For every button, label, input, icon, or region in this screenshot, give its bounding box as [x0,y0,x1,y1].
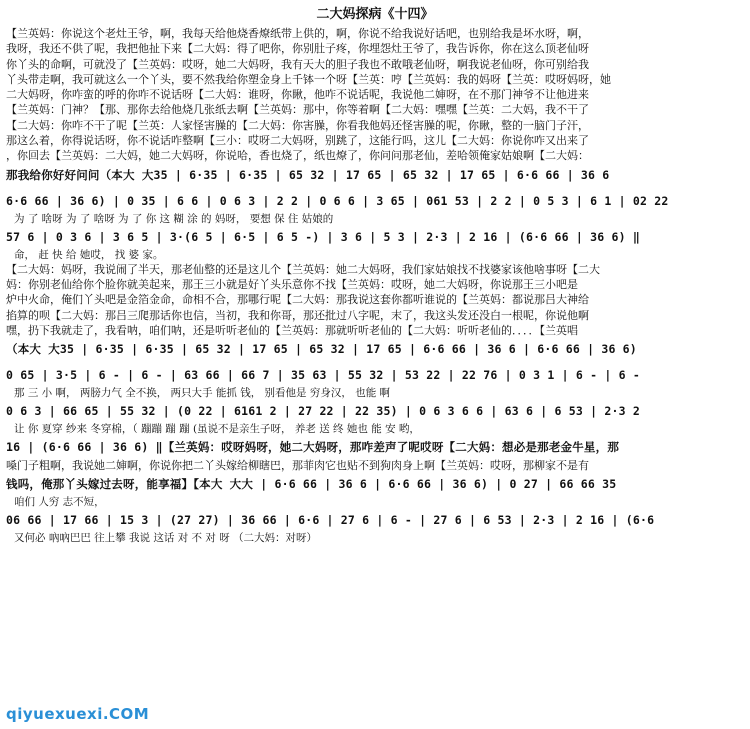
dialogue-line: 掐算的呗【二大妈：那吕三爬那话你也信，当初，我和你哥，那还批过八字呢，末了，我这头发还没白一根呢，你说他啊 [6,308,589,322]
dialogue-line: 【兰英妈：你说这个老灶王爷，啊，我每天给他烧香燎纸带上供的，啊，你说不给我说好话吧，也别给我是坏水呀，啊， [6,27,589,40]
dialogue-line: 你丫头的命啊，可就没了【兰英妈：哎呀，她二大妈呀，我有天大的胆子我也不敢哦老仙呀，啊我说老仙呀，你可别给我 [6,57,589,71]
lyric-line: 为 了 啥呀 为 了 啥呀 为 了 你 这 糊 涂 的 妈呀， 要想 保 住 姑娘的 [14,212,334,225]
dialogue-line: 嗓门子粗啊，我说她二婶啊，你说你把二丫头嫁给柳瞎巴，那菲肉它也贴不到狗肉身上啊【兰英妈：哎呀，那柳家不是有 [6,459,589,473]
notation-line: 钱吗，俺那丫头嫁过去呀，能享福】【本大 大大 | 6·6 66 | 36 6 | 6·6 66 | 36 6) | 0 27 | 66 66 35 [6,477,617,492]
notation-line: 16 | (6·6 66 | 36 6) ‖【兰英妈：哎呀妈呀，她二大妈呀，那咋差声了呢哎呀【二大妈：想必是那老金牛星，那 [6,440,620,455]
dialogue-line: ，你回去【兰英妈：二大妈，她二大妈呀，你说哈，香也烧了，纸也燎了，你问问那老仙，差哈领俺家姑娘啊【二大妈： [6,149,589,163]
lyric-line: 让 你 夏穿 纱来 冬穿棉，（ 蹦蹦 蹦 蹦 (虽说不是亲生子呀， 养老 送 终 她也 能 安 哟， [14,423,420,436]
dialogue-line: 【兰英妈：门神？【那、那你去给他烧几张纸去啊【兰英妈：那中，你等着啊【二大妈：嘿嘿【兰英：二大妈，我不干了 [6,103,589,117]
dialogue-line: 【二大妈：你咋不干了呢【兰英：人家怪害臊的【二大妈：你害臊，你看我他妈还怪害臊的呢，你瞅，整的一脑门子汗， [6,118,589,132]
dialogue-line: 妈：你别老仙给你个脸你就美起来，那王三小就是好丫头乐意你不找【兰英妈：哎呀，她二大妈呀，你说那王三小吧是 [6,277,578,291]
score-body [6,26,744,545]
dialogue-line: 那这么着，你得说话呀，你不说话咋整啊【三小：哎呀二大妈呀，别跳了，这能行吗，这儿【二大妈：你说你咋又出来了 [6,134,589,148]
notation-line: 6·6 66 | 36 6) | 0 35 | 6 6 | 0 6 3 | 2 2 | 0 6 6 | 3 65 | 061 53 | 2 2 | 0 5 3 | 6 1 | 02 22 [6,193,669,208]
notation-line: 0 65 | 3·5 | 6 - | 6 - | 63 66 | 66 7 | 35 63 | 55 32 | 53 22 | 22 76 | 0 3 1 | 6 - | 6 - [6,368,640,383]
dialogue-line: 嘿，扔下我就走了，我看呐，咱们呐，还是听听老仙的【兰英妈：那就听听老仙的【二大妈：听听老仙的．．．．【兰英唱 [6,323,578,337]
dialogue-line: 我呀，我还不供了呢，我把他扯下来【二大妈：得了吧你，你别肚子疼，你埋怨灶王爷了，我告诉你，你在这么顶老仙呀 [6,42,589,56]
notation-line: （本大 大35 | 6·35 | 6·35 | 65 32 | 17 65 | 65 32 | 17 65 | 6·6 66 | 36 6 | 6·6 66 | 36 6) [6,342,637,357]
lyric-line: 那 三 小 啊， 两膀力气 全不换， 两只大手 能抓 钱， 别看他是 穷身汉， 也能 啊 [14,387,391,400]
lyric-line: 咱们 人穷 志不短， [14,496,105,509]
lyric-line: 又何必 吶吶巴巴 往上攀 我说 这话 对 不 对 呀 （二大妈：对呀） [14,532,318,545]
notation-line: 57 6 | 0 3 6 | 3 6 5 | 3·(6 5 | 6·5 | 6 5 -) | 3 6 | 5 3 | 2·3 | 2 16 | (6·6 66 | 36 6) ‖ [6,229,640,244]
notation-line: 06 66 | 17 66 | 15 3 | (27 27) | 36 66 | 6·6 | 27 6 | 6 - | 27 6 | 6 53 | 2·3 | 2 16 | (6·6 [6,513,655,528]
dialogue-line: 炉中火命，俺们丫头吧是金箔金命，命相不合，那哪行呢【二大妈：那我说这套你都听谁说的【兰英妈：都说那吕大神给 [6,293,589,307]
dialogue-line: 丫头带走啊，我可就这么一个丫头，要不然我给你塑金身上千钵一个呀【兰英：哼【兰英妈：我的妈呀【兰英：哎呀妈呀，她 [6,72,611,86]
score-page [6,6,744,723]
dialogue-line: 【二大妈：妈呀，我说闹了半天，那老仙整的还是这儿个【兰英妈：她二大妈呀，我们家姑娘找不找婆家该他啥事呀【二大 [6,262,600,276]
site-watermark: qiyuexuexi.COM [6,705,150,723]
page-title: 二大妈探病《十四》 [316,7,434,22]
notation-line: 那我给你好好问问（本大 大35 | 6·35 | 6·35 | 65 32 | 17 65 | 65 32 | 17 65 | 6·6 66 | 36 6 [6,167,610,182]
lyric-line: 命， 赶 快 给 她哎， 找 婆 家。 [14,248,164,261]
dialogue-line: 二大妈呀，你咋蛮的呼的你咋不说话呀【二大妈：谁呀，你瞅，他咋不说话呢，我说他二婶呀，在不那门神爷不让他进来 [6,88,589,102]
notation-line: 0 6 3 | 66 65 | 55 32 | (0 22 | 6161 2 | 27 22 | 22 35) | 0 6 3 6 6 | 63 6 | 6 53 | 2·3 2 [6,404,640,419]
